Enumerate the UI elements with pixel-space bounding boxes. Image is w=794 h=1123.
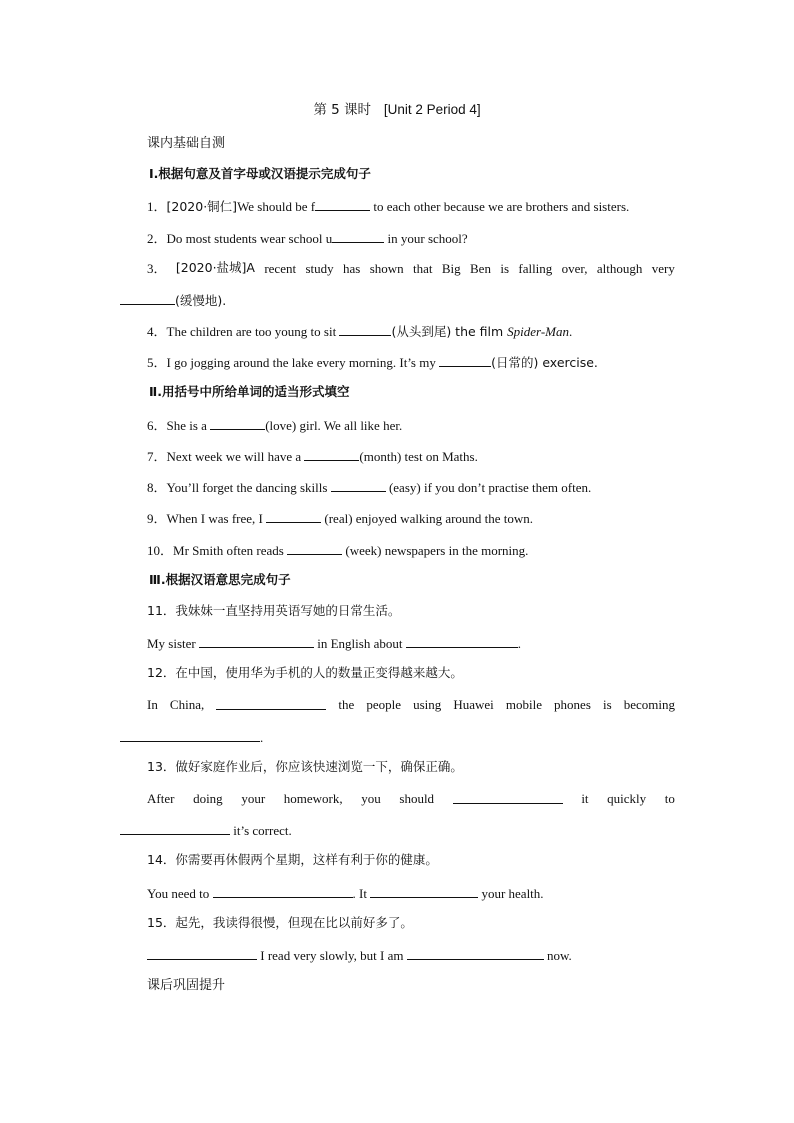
question-13-answer-cont: it’s correct. xyxy=(120,823,292,837)
answer-blank[interactable] xyxy=(147,948,257,960)
answer-blank[interactable] xyxy=(216,698,326,710)
question-6: 6．She is a (love) girl. We all like her. xyxy=(147,418,403,433)
question-3-line2: (缓慢地). xyxy=(120,293,226,308)
question-15-prompt: 15．起先，我读得很慢，但现在比以前好多了。 xyxy=(147,915,413,930)
answer-blank[interactable] xyxy=(439,355,491,367)
answer-blank[interactable] xyxy=(266,511,321,523)
question-1: 1．[2020·铜仁]We should be f to each other because we are brothers and sisters. xyxy=(147,199,630,214)
question-3-line1: 3． [2020·盐城]A recent study has shown that Big Ben is falling over, although very xyxy=(147,260,675,276)
question-11-prompt: 11．我妹妹一直坚持用英语写她的日常生活。 xyxy=(147,603,401,618)
question-14-prompt: 14．你需要再休假两个星期，这样有利于你的健康。 xyxy=(147,852,438,867)
section-in-class: 课内基础自测 xyxy=(147,136,226,151)
question-11-answer: My sister in English about . xyxy=(147,636,521,651)
answer-blank[interactable] xyxy=(332,231,384,243)
question-10: 10．Mr Smith often reads (week) newspapers in the morning. xyxy=(147,543,529,558)
answer-blank[interactable] xyxy=(406,636,518,648)
answer-blank[interactable] xyxy=(120,293,175,305)
answer-blank[interactable] xyxy=(287,543,342,555)
answer-blank[interactable] xyxy=(315,199,370,211)
question-12-answer: In China, the people using Huawei mobile phones is becoming xyxy=(147,697,675,712)
title-en: [Unit 2 Period 4] xyxy=(383,102,481,117)
film-title: Spider-Man xyxy=(507,324,570,339)
title-cn: 第 5 课时 xyxy=(313,102,371,118)
question-12-answer-cont: . xyxy=(120,730,263,744)
answer-blank[interactable] xyxy=(304,449,359,461)
answer-blank[interactable] xyxy=(199,636,314,648)
page-title xyxy=(0,103,794,118)
answer-blank[interactable] xyxy=(407,948,544,960)
question-7: 7．Next week we will have a (month) test on Maths. xyxy=(147,449,478,464)
answer-blank[interactable] xyxy=(210,418,265,430)
question-13-prompt: 13．做好家庭作业后，你应该快速浏览一下，确保正确。 xyxy=(147,759,463,774)
answer-blank[interactable] xyxy=(120,823,230,835)
answer-blank[interactable] xyxy=(331,480,386,492)
question-14-answer: You need to . It your health. xyxy=(147,886,544,901)
question-13-answer: After doing your homework, you should it quickly to xyxy=(147,791,675,806)
section-after-class: 课后巩固提升 xyxy=(147,978,226,993)
question-12-prompt: 12．在中国，使用华为手机的人的数量正变得越来越大。 xyxy=(147,665,463,680)
question-8: 8．You’ll forget the dancing skills (easy) if you don’t practise them often. xyxy=(147,480,592,495)
answer-blank[interactable] xyxy=(453,792,563,804)
question-2: 2．Do most students wear school u in your school? xyxy=(147,231,468,246)
answer-blank[interactable] xyxy=(213,886,353,898)
part1-heading: Ⅰ.根据句意及首字母或汉语提示完成句子 xyxy=(149,166,371,181)
part3-heading: Ⅲ.根据汉语意思完成句子 xyxy=(149,572,291,587)
answer-blank[interactable] xyxy=(120,730,260,742)
question-15-answer: I read very slowly, but I am now. xyxy=(147,948,572,962)
answer-blank[interactable] xyxy=(339,324,391,336)
question-4: 4．The children are too young to sit (从头到尾) the film Spider-Man. xyxy=(147,324,573,339)
question-9: 9．When I was free, I (real) enjoyed walking around the town. xyxy=(147,511,534,526)
question-5: 5．I go jogging around the lake every morning. It’s my (日常的) exercise. xyxy=(147,355,598,370)
part2-heading: Ⅱ.用括号中所给单词的适当形式填空 xyxy=(149,384,350,399)
answer-blank[interactable] xyxy=(370,886,478,898)
